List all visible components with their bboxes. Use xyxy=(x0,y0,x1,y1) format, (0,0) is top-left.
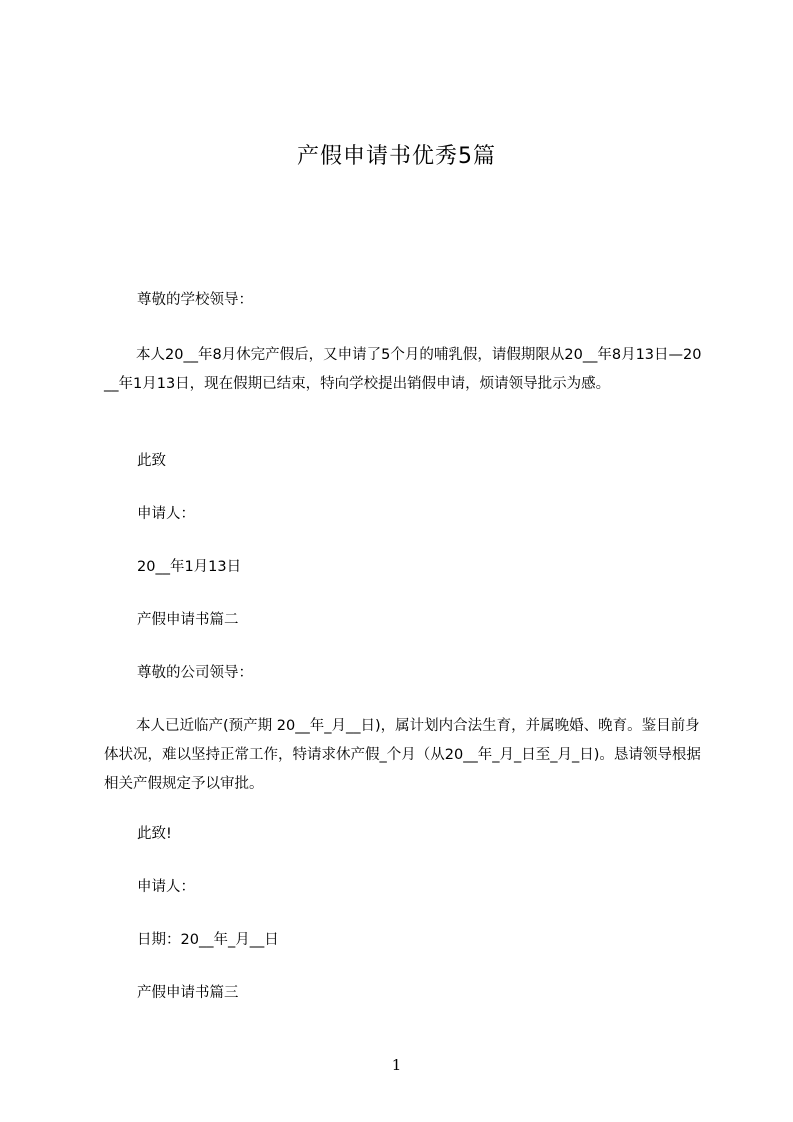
letter1-body: 本人20__年8月休完产假后，又申请了5个月的哺乳假，请假期限从20__年8月13日—20__年1月13日，现在假期已结束，特向学校提出销假申请，烦请领导批示为感。 xyxy=(104,347,702,392)
letter2-applicant: 申请人： xyxy=(137,879,195,895)
letter2-closing: 此致! xyxy=(137,826,172,842)
letter2-date: 日期：20__年_月__日 xyxy=(137,932,279,948)
letter2-body: 本人已近临产(预产期 20__年_月__日)，属计划内合法生育，并属晚婚、晚育。鉴目前身体状况，难以坚持正常工作，特请求休产假_个月（从20__年_月_日至_月_日)。恳请领导根据相关产假规定予以审批。 xyxy=(104,718,701,792)
letter1-date: 20__年1月13日 xyxy=(137,559,242,575)
letter2-salutation: 尊敬的公司领导： xyxy=(137,665,253,681)
letter1-applicant: 申请人： xyxy=(137,506,195,522)
section2-heading: 产假申请书篇二 xyxy=(137,612,239,628)
letter1-salutation: 尊敬的学校领导： xyxy=(137,292,253,308)
document-title: 产假申请书优秀5篇 xyxy=(297,144,496,169)
page-number: 1 xyxy=(391,1056,402,1074)
letter1-closing: 此致 xyxy=(137,453,166,469)
section3-heading: 产假申请书篇三 xyxy=(137,985,239,1001)
